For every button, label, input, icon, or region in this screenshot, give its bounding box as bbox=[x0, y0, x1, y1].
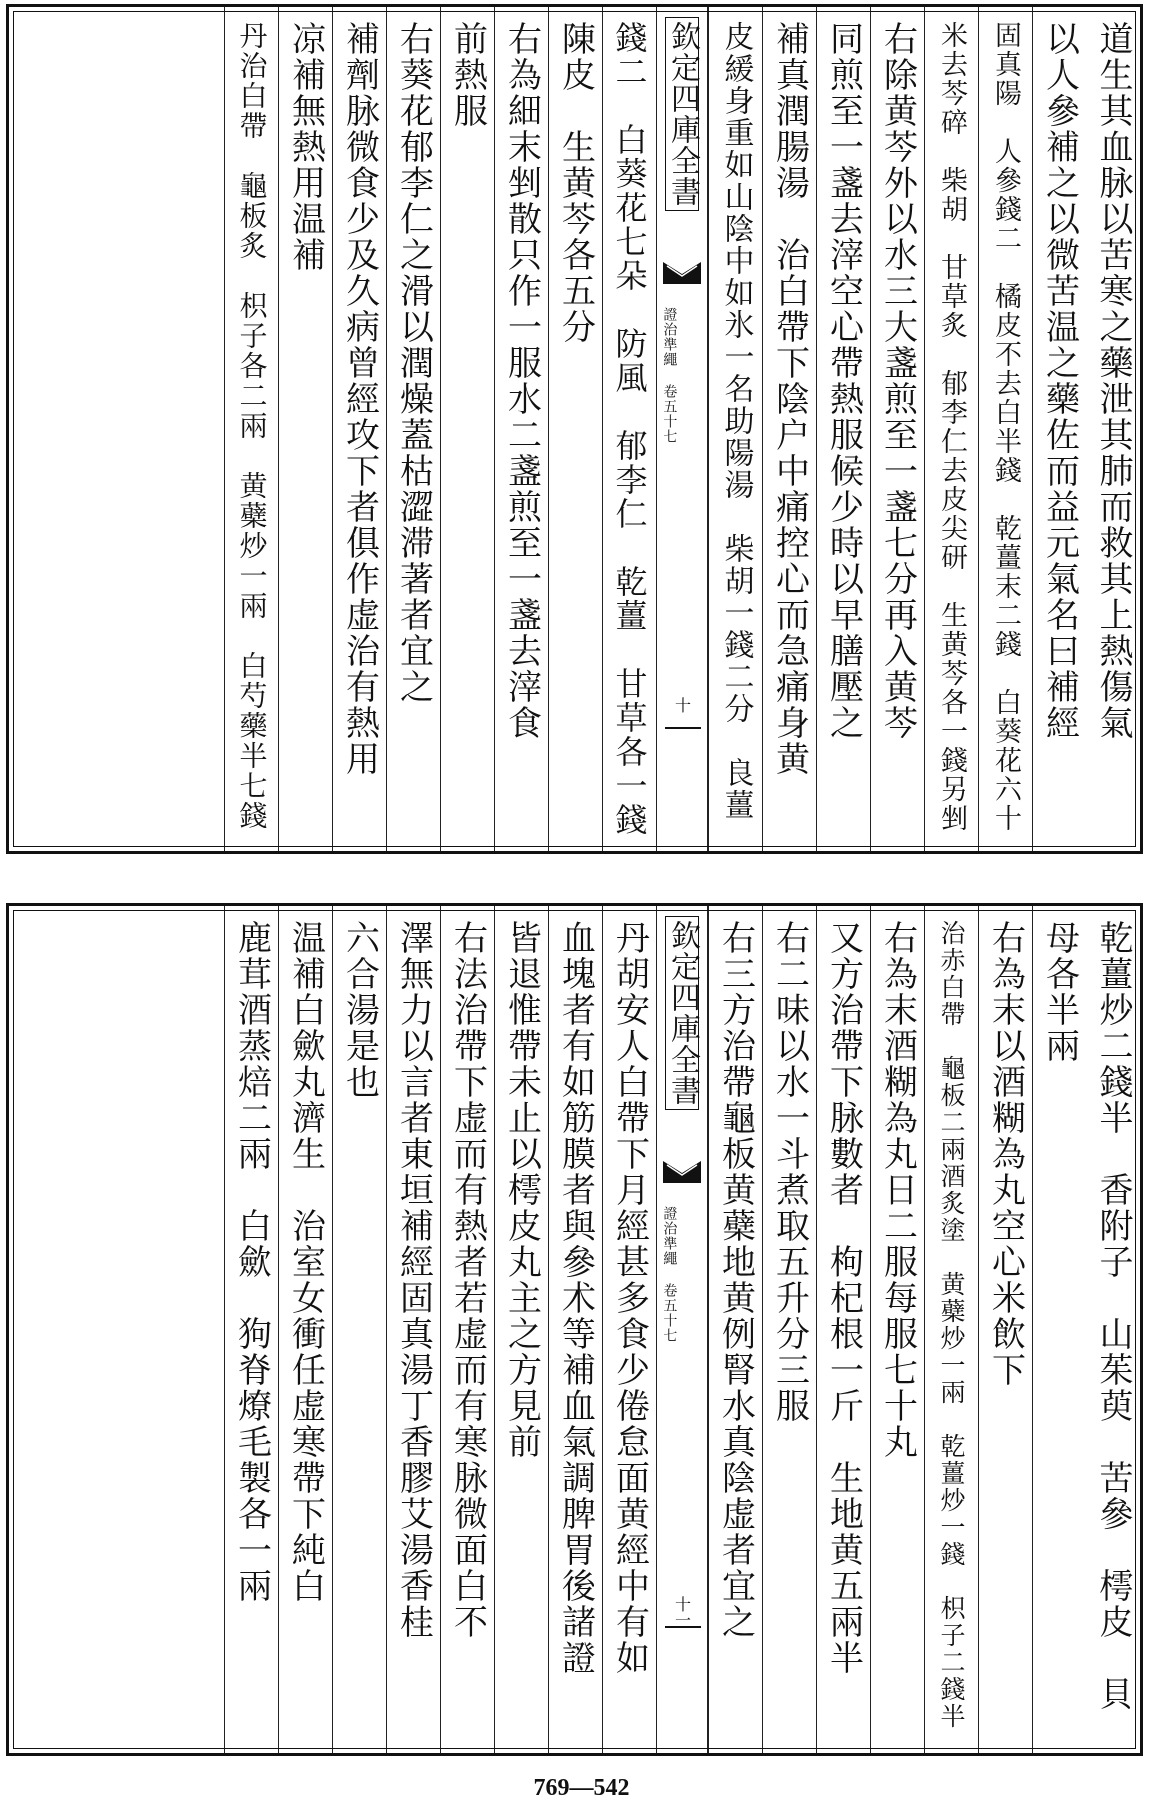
column-text: 鹿茸酒蒸焙二兩 白歛 狗脊燎毛製各一兩 bbox=[231, 920, 272, 1604]
text-column bbox=[870, 7, 924, 851]
column-text: 又方治帶下脉數者 枸杞根一斤 生地黄五兩半 bbox=[823, 920, 864, 1676]
text-column bbox=[762, 906, 816, 1753]
text-column bbox=[870, 906, 924, 1753]
column-text: 補劑脉微食少及久病曾經攻下者俱作虚治有熱用 bbox=[339, 21, 380, 777]
text-column bbox=[224, 906, 278, 1753]
column-text: 六合湯是也 bbox=[339, 920, 380, 1100]
text-column bbox=[494, 906, 548, 1753]
text-column bbox=[386, 906, 440, 1753]
column-text: 温補白歛丸濟生 治室女衝任虚寒帶下純白 bbox=[285, 920, 326, 1604]
column-text: 澤無力以言者東垣補經固真湯丁香膠艾湯香桂 bbox=[393, 920, 434, 1640]
center-fold bbox=[656, 906, 708, 1753]
text-column bbox=[816, 7, 870, 851]
column-text: 凉補無熱用温補 bbox=[285, 21, 326, 273]
text-column bbox=[386, 7, 440, 851]
section-label: 證治準繩 卷五十七 bbox=[661, 1206, 678, 1343]
bottom-page bbox=[6, 903, 1143, 1756]
text-column bbox=[332, 906, 386, 1753]
text-column bbox=[1086, 7, 1140, 851]
column-text: 丹胡安人白帶下月經甚多食少倦怠面黄經中有如 bbox=[609, 920, 650, 1676]
page-number: 十 bbox=[672, 697, 692, 713]
text-column bbox=[548, 7, 602, 851]
fish-tail-mark-icon bbox=[663, 262, 701, 284]
column-text: 右除黄芩外以水三大盞煎至一盞七分再入黄芩 bbox=[877, 21, 918, 741]
book-title: 欽定四庫全書 bbox=[665, 916, 699, 1110]
text-column bbox=[762, 7, 816, 851]
column-text: 右葵花郁李仁之滑以潤燥蓋枯澀滞著者宜之 bbox=[393, 21, 434, 705]
column-text: 道生其血脉以苦寒之藥泄其肺而救其上熱傷氣 bbox=[1093, 21, 1133, 741]
column-text: 以人參補之以微苦温之藥佐而益元氣名曰補經 bbox=[1039, 21, 1080, 741]
text-column bbox=[1086, 906, 1140, 1753]
text-column bbox=[278, 7, 332, 851]
column-text: 皮緩身重如山陰中如氷一名助陽湯 柴胡一錢二分 良薑 bbox=[718, 21, 754, 821]
section-label: 證治準繩 卷五十七 bbox=[661, 307, 678, 444]
page-divider bbox=[665, 727, 701, 729]
page-divider bbox=[665, 1626, 701, 1628]
column-text: 乾薑炒二錢半 香附子 山茱萸 苦參 樗皮 貝 bbox=[1093, 920, 1133, 1712]
column-text: 固真陽 人參錢二 橘皮不去白半錢 乾薑末二錢 白葵花六十 bbox=[990, 21, 1021, 833]
text-column bbox=[332, 7, 386, 851]
text-column bbox=[440, 906, 494, 1753]
column-text: 右三方治帶龜板黄蘗地黄例腎水真陰虚者宜之 bbox=[715, 920, 756, 1640]
fish-tail-mark-icon bbox=[663, 1161, 701, 1183]
column-text: 右為末酒糊為丸日二服每服七十丸 bbox=[877, 920, 918, 1460]
page-number: 十一 bbox=[672, 1596, 692, 1628]
text-column bbox=[924, 906, 978, 1753]
text-column bbox=[548, 906, 602, 1753]
column-text: 血塊者有如筋膜者與參术等補血氣調脾胃後諸證 bbox=[555, 920, 596, 1676]
text-column bbox=[440, 7, 494, 851]
text-column bbox=[708, 7, 762, 851]
column-text: 治赤白帶 龜板二兩酒炙塗 黄蘗炒一兩 乾薑炒一錢 枳子二錢半 bbox=[937, 920, 966, 1730]
text-column bbox=[1032, 906, 1086, 1753]
column-text: 右二味以水一斗煮取五升分三服 bbox=[769, 920, 810, 1424]
text-column bbox=[224, 7, 278, 851]
top-page bbox=[6, 4, 1143, 854]
footer-page-code: 769—542 bbox=[533, 1775, 630, 1801]
column-text: 同煎至一盞去滓空心帶熱服候少時以早膳壓之 bbox=[823, 21, 864, 741]
text-column bbox=[978, 906, 1032, 1753]
column-text: 右為末以酒糊為丸空心米飲下 bbox=[985, 920, 1026, 1388]
text-column bbox=[1032, 7, 1086, 851]
column-text: 右法治帶下虚而有熱者若虚而有寒脉微面白不 bbox=[447, 920, 488, 1640]
column-text: 右為細末剉散只作一服水二盞煎至一盞去滓食 bbox=[501, 21, 542, 741]
center-fold bbox=[656, 7, 708, 851]
column-text: 丹治白帶 龜板炙 枳子各二兩 黄蘗炒一兩 白芍藥半七錢 bbox=[235, 21, 269, 831]
column-text: 皆退惟帶未止以樗皮丸主之方見前 bbox=[501, 920, 542, 1460]
column-text: 母各半兩 bbox=[1039, 920, 1080, 1064]
column-text: 陳皮 生黄芩各五分 bbox=[555, 21, 596, 345]
text-column bbox=[708, 906, 762, 1753]
column-text: 補真潤腸湯 治白帶下陰户中痛控心而急痛身黄 bbox=[769, 21, 810, 777]
text-column bbox=[278, 906, 332, 1753]
text-column bbox=[978, 7, 1032, 851]
text-column bbox=[602, 7, 656, 851]
column-text: 前熱服 bbox=[447, 21, 488, 129]
text-column bbox=[924, 7, 978, 851]
text-column bbox=[494, 7, 548, 851]
text-column bbox=[816, 906, 870, 1753]
text-column bbox=[602, 906, 656, 1753]
column-text: 錢二 白葵花七朵 防風 郁李仁 乾薑 甘草各一錢 bbox=[610, 21, 649, 837]
book-title: 欽定四庫全書 bbox=[665, 17, 699, 211]
column-text: 米去芩碎 柴胡 甘草炙 郁李仁去皮尖研 生黄芩各一錢另剉 bbox=[936, 21, 967, 833]
